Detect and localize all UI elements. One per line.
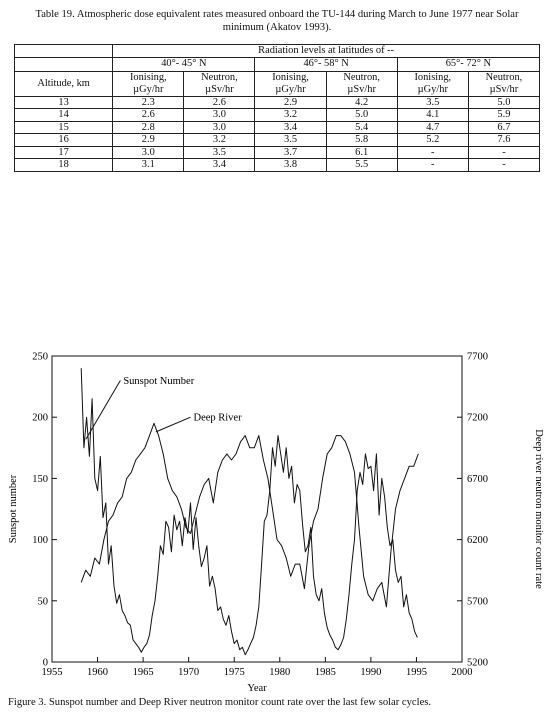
value-cell: 3.8 <box>255 159 326 172</box>
altitude-cell: 13 <box>15 96 113 109</box>
value-cell: - <box>468 159 539 172</box>
value-cell: 4.2 <box>326 96 397 109</box>
x-tick-label: 1990 <box>360 667 382 678</box>
altitude-header-blank-2 <box>15 57 113 71</box>
table-body <box>15 96 540 171</box>
solar-cycle-chart <box>0 340 554 700</box>
neutron-header: Neutron, µSv/hr <box>326 71 397 96</box>
deep-river-leader-line <box>156 417 191 432</box>
x-tick-label: 1960 <box>87 667 109 678</box>
group-header: Radiation levels at latitudes of -- <box>113 45 540 58</box>
y-tick-label: 200 <box>32 412 48 424</box>
value-cell: 3.7 <box>255 146 326 159</box>
value-cell: 4.7 <box>397 121 468 134</box>
x-tick-label: 2000 <box>451 667 473 678</box>
value-cell: - <box>397 159 468 172</box>
value-cell: 5.4 <box>326 121 397 134</box>
x-tick-label: 1985 <box>314 667 336 678</box>
value-cell: 3.2 <box>184 134 255 147</box>
altitude-cell: 17 <box>15 146 113 159</box>
value-cell: 2.6 <box>184 96 255 109</box>
table-header-row <box>15 45 540 58</box>
x-tick-label: 1995 <box>405 667 427 678</box>
altitude-cell: 18 <box>15 159 113 172</box>
y-tick-label: 250 <box>32 351 48 363</box>
latitude-header-row <box>15 57 540 71</box>
value-cell: 3.5 <box>397 96 468 109</box>
value-cell: - <box>468 146 539 159</box>
ionising-header: Ionising, µGy/hr <box>397 71 468 96</box>
y-tick-label: 0 <box>42 657 48 669</box>
table-row <box>15 121 540 134</box>
y-right-tick-label: 5700 <box>467 596 488 608</box>
value-cell: 3.2 <box>255 109 326 122</box>
y-right-axis-label: Deep river neutron monitor count rate <box>533 429 544 589</box>
neutron-header: Neutron, µSv/hr <box>468 71 539 96</box>
value-cell: 3.1 <box>113 159 184 172</box>
y-axis-label: Sunspot number <box>8 474 19 544</box>
sunspot-leader-line <box>86 380 120 439</box>
altitude-cell: 15 <box>15 121 113 134</box>
table-row <box>15 134 540 147</box>
table-row <box>15 96 540 109</box>
altitude-cell: 16 <box>15 134 113 147</box>
dose-rate-table <box>14 44 540 172</box>
value-cell: 3.0 <box>184 109 255 122</box>
x-axis-label: Year <box>247 683 267 694</box>
table-row <box>15 109 540 122</box>
x-tick-label: 1970 <box>178 667 200 678</box>
altitude-header: Altitude, km <box>15 71 113 96</box>
deep-river-annotation: Deep River <box>193 412 242 424</box>
value-cell: 2.6 <box>113 109 184 122</box>
value-cell: 3.0 <box>184 121 255 134</box>
table-row <box>15 159 540 172</box>
latitude-header: 40°- 45° N <box>113 57 255 71</box>
value-cell: 2.9 <box>113 134 184 147</box>
figure-caption: Figure 3. Sunspot number and Deep River neutron monitor count rate over the last few solar cycles. <box>8 697 432 708</box>
value-cell: 5.9 <box>468 109 539 122</box>
value-cell: 2.9 <box>255 96 326 109</box>
y-tick-label: 100 <box>32 535 48 547</box>
x-tick-label: 1980 <box>269 667 291 678</box>
table-caption: Table 19. Atmospheric dose equivalent rates measured onboard the TU-144 during March to June 1977 near Solar minimum (Akatov 1993). <box>35 9 519 33</box>
value-cell: 3.4 <box>255 121 326 134</box>
value-cell: 3.0 <box>113 146 184 159</box>
ionising-header: Ionising, µGy/hr <box>113 71 184 96</box>
y-right-tick-label: 6700 <box>467 473 488 485</box>
sunspot-annotation: Sunspot Number <box>123 375 195 387</box>
value-cell: 3.4 <box>184 159 255 172</box>
latitude-header: 46°- 58° N <box>255 57 397 71</box>
y-right-tick-label: 7200 <box>467 412 488 424</box>
value-cell: 6.7 <box>468 121 539 134</box>
unit-header-row <box>15 71 540 96</box>
y-tick-label: 150 <box>32 473 48 485</box>
value-cell: 5.2 <box>397 134 468 147</box>
y-right-tick-label: 6200 <box>467 535 488 547</box>
altitude-cell: 14 <box>15 109 113 122</box>
x-tick-label: 1975 <box>223 667 245 678</box>
series-line <box>81 368 417 655</box>
y-right-tick-label: 7700 <box>467 351 488 363</box>
value-cell: 3.5 <box>184 146 255 159</box>
value-cell: 5.5 <box>326 159 397 172</box>
value-cell: 5.8 <box>326 134 397 147</box>
value-cell: 3.5 <box>255 134 326 147</box>
value-cell: - <box>397 146 468 159</box>
x-tick-label: 1955 <box>41 667 63 678</box>
value-cell: 5.0 <box>468 96 539 109</box>
table-row <box>15 146 540 159</box>
value-cell: 4.1 <box>397 109 468 122</box>
value-cell: 7.6 <box>468 134 539 147</box>
altitude-header-blank <box>15 45 113 58</box>
series-line <box>81 423 418 607</box>
latitude-header: 65°- 72° N <box>397 57 539 71</box>
value-cell: 2.8 <box>113 121 184 134</box>
y-right-tick-label: 5200 <box>467 657 488 669</box>
x-tick-label: 1965 <box>132 667 154 678</box>
value-cell: 5.0 <box>326 109 397 122</box>
value-cell: 2.3 <box>113 96 184 109</box>
value-cell: 6.1 <box>326 146 397 159</box>
neutron-header: Neutron, µSv/hr <box>184 71 255 96</box>
y-tick-label: 50 <box>37 596 48 608</box>
ionising-header: Ionising, µGy/hr <box>255 71 326 96</box>
